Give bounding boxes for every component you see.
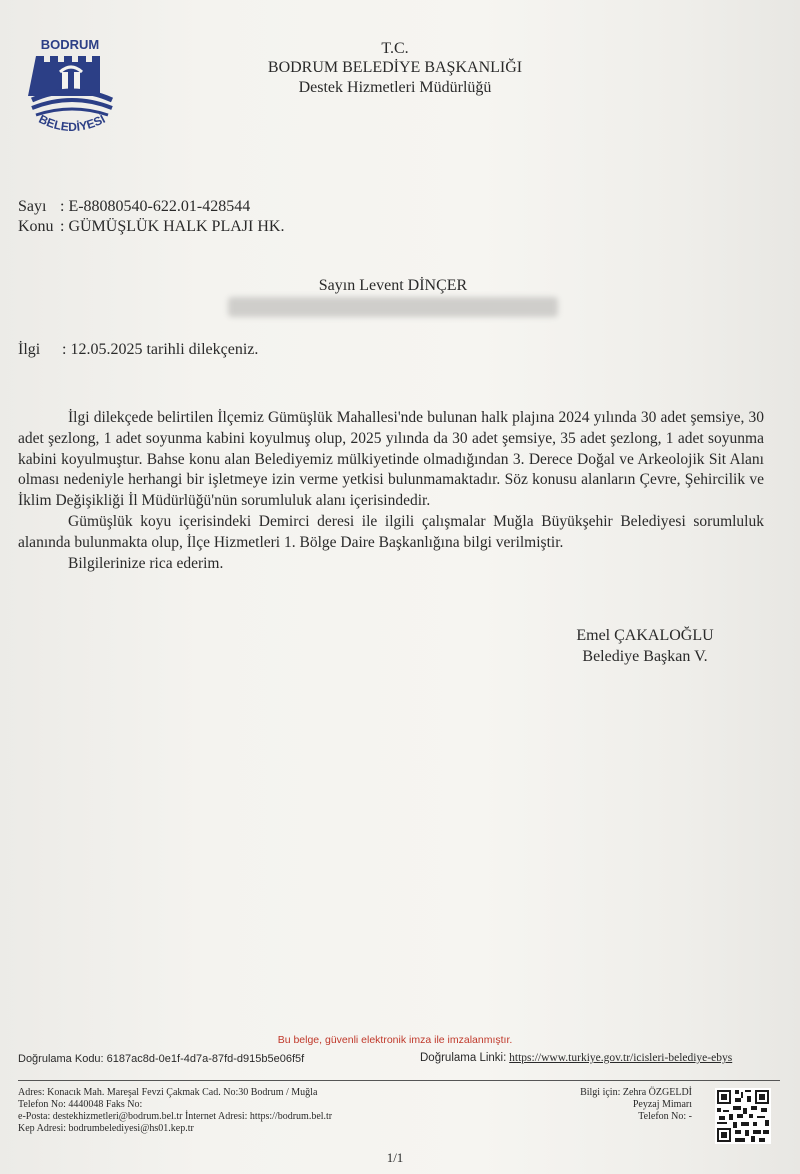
info-title: Peyzaj Mimarı — [632, 1099, 692, 1110]
esign-notice: Bu belge, güvenli elektronik imza ile imzalanmıştır. — [277, 1034, 513, 1046]
footer-info — [540, 1087, 692, 1123]
signatory-name: Emel ÇAKALOĞLU — [576, 627, 714, 644]
redacted-address — [228, 297, 558, 317]
recipient-name: Sayın Levent DİNÇER — [318, 277, 468, 294]
verification-code — [18, 1053, 304, 1065]
header-department: Destek Hizmetleri Müdürlüğü — [298, 79, 492, 96]
konu-label: Konu — [18, 218, 54, 235]
logo-text-top: BODRUM — [40, 37, 100, 52]
page-number: 1/1 — [386, 1150, 404, 1165]
header-tc: T.C. — [381, 40, 409, 57]
qr-code — [715, 1088, 771, 1144]
letter-body — [18, 408, 764, 574]
footer-phone: Telefon No: 4440048 Faks No: — [18, 1099, 143, 1110]
konu-value: : GÜMÜŞLÜK HALK PLAJI HK. — [60, 218, 285, 235]
footer-address: Adres: Konacık Mah. Mareşal Fevzi Çakmak Cad. No:30 Bodrum / Muğla — [18, 1087, 318, 1098]
footer-divider — [18, 1080, 780, 1081]
info-phone: Telefon No: - — [638, 1111, 692, 1122]
verification-code-value: 6187ac8d-0e1f-4d7a-87fd-d915b5e06f5f — [106, 1053, 305, 1065]
sayi-value: : E-88080540-622.01-428544 — [60, 198, 251, 215]
verification-link[interactable]: https://www.turkiye.gov.tr/icisleri-belediye-ebys — [509, 1052, 733, 1064]
signatory-title: Belediye Başkan V. — [582, 648, 708, 665]
header-institution: BODRUM BELEDİYE BAŞKANLIĞI — [267, 59, 523, 76]
body-paragraph-1: İlgi dilekçede belirtilen İlçemiz Gümüşlük Mahallesi'nde bulunan halk plajına 2024 yılında 30 adet şemsiye, 30 adet şezlong, 1 adet soyunma kabini koyulmuş olup, 2025 yılında da 30 adet şemsiye, 35 adet şezlong, 1 adet soyunma kabini koyulmuştur. Bahse konu alan Belediyemiz mülkiyetinde olmadığından 3. Derece Doğal ve Arkeolojik Sit Alanı olması nedeniyle herhangi bir işletmeye izin verme yetkisi bulunmamaktadır. Söz konusu alanların Çevre, Şehircilik ve İklim Değişikliği İl Müdürlüğü'nün sorumluluk alanı içerisindedir. — [18, 409, 764, 510]
sayi-label: Sayı — [18, 198, 47, 215]
footer-contact — [18, 1087, 332, 1135]
info-contact: Bilgi için: Zehra ÖZGELDİ — [580, 1087, 692, 1098]
ilgi-label: İlgi — [18, 341, 41, 358]
verification-code-label: Doğrulama Kodu: — [18, 1053, 104, 1065]
verification-link-label: Doğrulama Linki: — [420, 1052, 507, 1064]
body-paragraph-3: Bilgilerinize rica ederim. — [68, 554, 224, 572]
logo-text-bottom: BELEDİYESİ — [36, 111, 108, 135]
footer-kep: Kep Adresi: bodrumbelediyesi@hs01.kep.tr — [18, 1123, 194, 1134]
ilgi-value: : 12.05.2025 tarihli dilekçeniz. — [62, 341, 259, 358]
body-paragraph-2: Gümüşlük koyu içerisindeki Demirci deresi ile ilgili çalışmalar Muğla Büyükşehir Belediyesi sorumluluk alanında bulunmakta olup, İlçe Hizmetleri 1. Bölge Daire Başkanlığına bilgi verilmiştir. — [18, 512, 764, 551]
footer-email: e-Posta: destekhizmetleri@bodrum.bel.tr İnternet Adresi: https://bodrum.bel.tr — [18, 1111, 333, 1122]
svg-text:BELEDİYESİ — [37, 111, 108, 134]
verification-link-row — [420, 1052, 732, 1064]
